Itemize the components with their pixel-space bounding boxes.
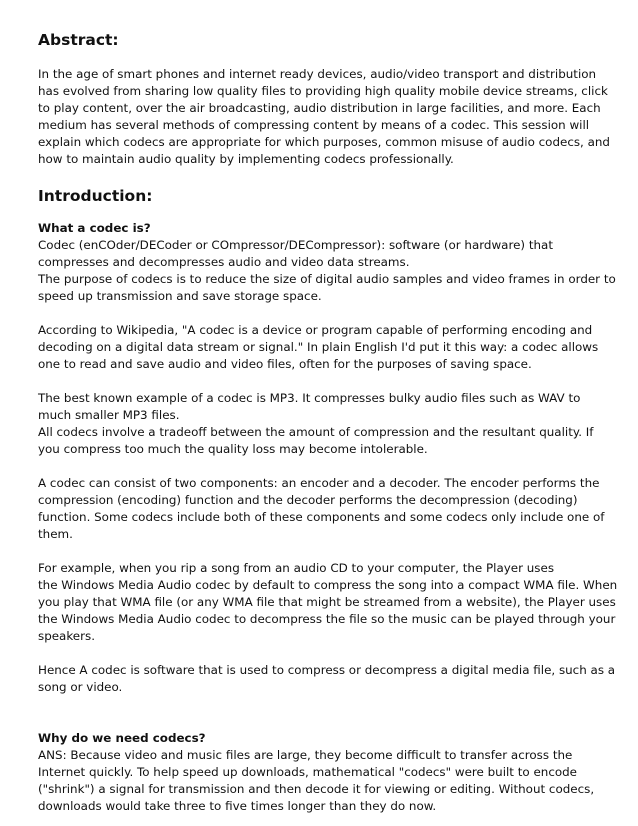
abstract-line: medium has several methods of compressing content by means of a codec. This session will [38,118,590,132]
abstract-heading: Abstract: [38,31,119,49]
intro-line: function. Some codecs include both of these components and some codecs only include one of [38,510,605,524]
why-codecs-heading: Why do we need codecs? [38,731,206,745]
document-page [38,30,618,815]
introduction-heading: Introduction: [38,187,153,205]
intro-line: much smaller MP3 files. [38,408,180,422]
mp3-paragraph [38,390,604,458]
intro-line: The best known example of a codec is MP3. It compresses bulky audio files such as WAV to [38,391,581,405]
intro-line: speed up transmission and save storage space. [38,289,322,303]
intro-line: the Windows Media Audio codec by default to compress the song into a compact WMA file. When [38,578,618,592]
summary-paragraph [38,662,616,696]
intro-line: According to Wikipedia, "A codec is a device or program capable of performing encoding and [38,323,593,337]
intro-line: ("shrink") a signal for transmission and then decode it for viewing or editing. Without codecs, [38,782,595,796]
intro-line: Codec (enCOder/DECoder or COmpressor/DECompressor): software (or hardware) that [38,238,553,252]
abstract-line: to play content, over the air broadcasting, audio distribution in large facilities, and more. Each [38,101,601,115]
intro-line: The purpose of codecs is to reduce the size of digital audio samples and video frames in order to [38,272,616,286]
intro-line: you play that WMA file (or any WMA file that might be streamed from a website), the Player uses [38,595,616,609]
wikipedia-paragraph [38,322,604,373]
intro-line: compresses and decompresses audio and video data streams. [38,255,410,269]
intro-line: Hence A codec is software that is used to compress or decompress a digital media file, such as a [38,663,616,677]
intro-line: Internet quickly. To help speed up downloads, mathematical "codecs" were built to encode [38,765,577,779]
intro-line: ANS: Because video and music files are large, they become difficult to transfer across the [38,748,573,762]
intro-line: song or video. [38,680,123,694]
what-codec-heading: What a codec is? [38,221,151,235]
abstract-line: explain which codecs are appropriate for which purposes, common misuse of audio codecs, and [38,135,610,149]
intro-line: them. [38,527,73,541]
abstract-line: how to maintain audio quality by implementing codecs professionally. [38,152,454,166]
intro-line: A codec can consist of two components: an encoder and a decoder. The encoder performs the [38,476,600,490]
what-codec-section [38,220,616,305]
intro-line: speakers. [38,629,95,643]
abstract-line: In the age of smart phones and internet ready devices, audio/video transport and distribution [38,67,597,81]
abstract-line: has evolved from sharing low quality files to providing high quality mobile device streams, click [38,84,608,98]
intro-line: decoding on a digital data stream or signal." In plain English I'd put it this way: a codec allows [38,340,599,354]
abstract-paragraph [38,66,610,168]
intro-line: you compress too much the quality loss may become intolerable. [38,442,428,456]
intro-line: downloads would take three to five times longer than they do now. [38,799,437,813]
intro-line: compression (encoding) function and the decoder performs the decompression (decoding) [38,493,578,507]
why-codecs-section [38,730,604,815]
components-paragraph [38,475,604,543]
intro-line: For example, when you rip a song from an audio CD to your computer, the Player uses [38,561,555,575]
example-paragraph [38,560,618,645]
intro-line: the Windows Media Audio codec to decompress the file so the music can be played through your [38,612,616,626]
intro-line: All codecs involve a tradeoff between the amount of compression and the resultant quality. If [38,425,594,439]
intro-line: one to read and save audio and video files, often for the purposes of saving space. [38,357,532,371]
